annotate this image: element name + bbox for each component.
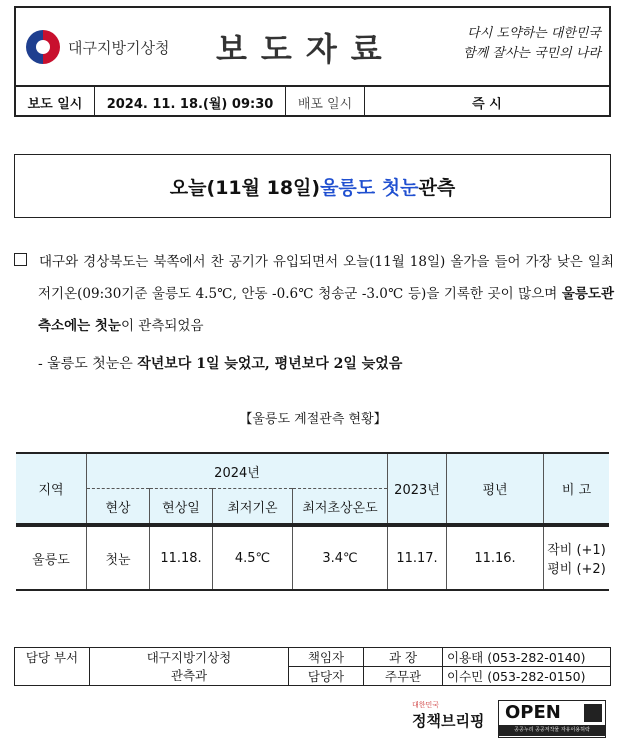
release-value: 2024. 11. 18.(월) 09:30 xyxy=(95,87,286,117)
headline-text: 관측 xyxy=(418,176,456,199)
dist-label: 배포 일시 xyxy=(286,87,365,117)
header-cell: 2023년 xyxy=(388,453,447,525)
cell: 4.5℃ xyxy=(213,525,293,590)
emblem-icon xyxy=(26,30,60,64)
header-cell: 2024년 xyxy=(87,453,388,489)
header-cell: 최저초상온도 xyxy=(293,489,388,526)
title: 주무관 xyxy=(364,667,443,686)
slogan-line: 함께 잘사는 국민의 나라 xyxy=(463,46,601,61)
dept-name: 대구지방기상청 xyxy=(146,649,232,665)
logo-text: 공공누리 공공저작물 자유이용허락 xyxy=(499,725,605,736)
cell: 3.4℃ xyxy=(293,525,388,590)
logo-text: 대한민국 xyxy=(412,701,440,709)
agency-logo xyxy=(26,30,169,64)
headline-text: 오늘(11월 18일) xyxy=(169,176,321,199)
press-header xyxy=(14,6,611,117)
cell: 11.18. xyxy=(150,525,213,590)
cell: 첫눈 xyxy=(87,525,150,590)
contact: 이수민 (053-282-0150) xyxy=(443,667,611,686)
body-text xyxy=(14,246,614,380)
cell: 11.16. xyxy=(447,525,544,590)
title: 과 장 xyxy=(364,648,443,667)
page-title: 보도자료 xyxy=(216,30,396,68)
bold-text: 울릉도관측소에는 첫눈 xyxy=(38,286,614,334)
contact: 이용태 (053-282-0140) xyxy=(443,648,611,667)
header-cell: 현상 xyxy=(87,489,150,526)
header-cell: 비 고 xyxy=(544,453,610,525)
policy-briefing-logo xyxy=(412,700,492,731)
cell: 울릉도 xyxy=(16,525,87,590)
table-caption: 【울릉도 계절관측 현황】 xyxy=(239,412,387,427)
logo-text: OPEN xyxy=(505,702,561,723)
logo-text: 정책브리핑 xyxy=(412,712,485,730)
header-cell: 지역 xyxy=(16,453,87,525)
bold-text: 작년보다 1일 늦었고, 평년보다 2일 늦었음 xyxy=(137,356,403,372)
slogan-line: 다시 도약하는 대한민국 xyxy=(467,26,601,41)
header-cell: 현상일 xyxy=(150,489,213,526)
role: 책임자 xyxy=(289,648,364,667)
cell: 11.17. xyxy=(388,525,447,590)
dept-label: 담당 부서 xyxy=(15,648,90,686)
dist-value: 즉 시 xyxy=(472,96,502,112)
text: 이 관측되었음 xyxy=(120,318,204,334)
contact-table xyxy=(14,647,611,686)
observation-table xyxy=(16,452,609,591)
text: 대구와 경상북도는 북쪽에서 찬 공기가 유입되면서 오늘(11월 18일) 올가을 들어 가장 낮은 일최저기온(09:30기준 울릉도 4.5℃, 안동 -0.6℃ 청송군 -3.0℃ 등)을 기록한 곳이 많으며 xyxy=(38,254,614,302)
headline-highlight: 울릉도 첫눈 xyxy=(320,176,419,199)
square-bullet-icon xyxy=(14,253,27,266)
attribution-icon xyxy=(584,704,602,722)
note: 작비 (+1) xyxy=(547,543,606,558)
note: 평비 (+2) xyxy=(547,562,606,577)
header-cell: 평년 xyxy=(447,453,544,525)
agency-name: 대구지방기상청 xyxy=(68,38,170,57)
headline xyxy=(14,154,611,218)
header-cell: 최저기온 xyxy=(213,489,293,526)
text: - 울릉도 첫눈은 xyxy=(38,356,138,372)
dept-name: 관측과 xyxy=(170,667,208,683)
release-label: 보도 일시 xyxy=(16,87,95,117)
slogan xyxy=(431,24,601,64)
role: 담당자 xyxy=(289,667,364,686)
table-row xyxy=(16,525,609,590)
cell xyxy=(544,525,610,590)
open-license-badge xyxy=(498,700,606,738)
